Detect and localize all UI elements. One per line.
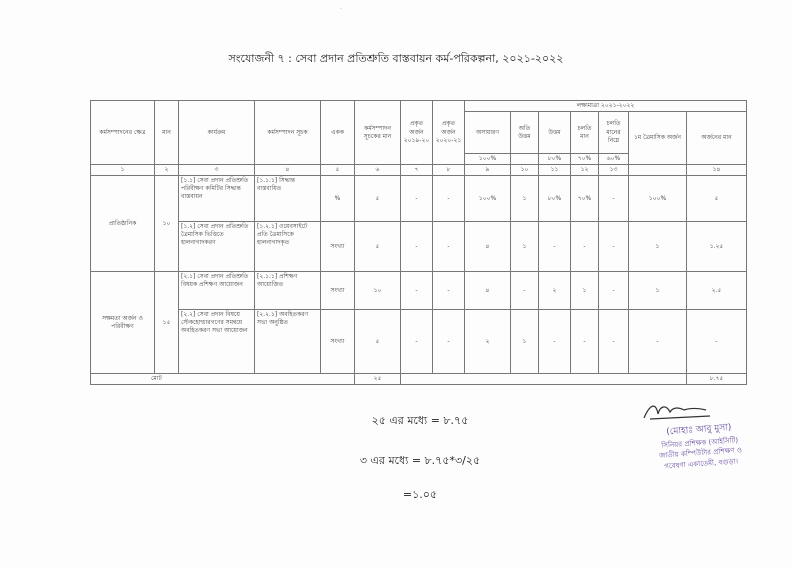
- score-cell: ১.২৫: [687, 222, 747, 272]
- col-number: ১২: [571, 165, 599, 176]
- score-cell: ২.৫: [687, 272, 747, 310]
- header-mark: মান: [155, 101, 179, 165]
- target-cell: -: [599, 176, 629, 222]
- col-number: ১৪: [687, 165, 747, 176]
- col-number: ৬: [355, 165, 401, 176]
- actual-2020-cell: -: [433, 176, 465, 222]
- header-target-group: লক্ষ্যমাত্রা ২০২১-২০২২: [465, 101, 747, 112]
- calc-line-3: =১.০৫: [402, 488, 438, 501]
- header-unit: একক: [321, 101, 355, 165]
- header-percent-3: ৮০%: [539, 154, 571, 165]
- header-percent-1: ১০০%: [465, 154, 511, 165]
- header-indicator: কর্মসম্পাদন সূচক: [255, 101, 321, 165]
- header-percent-2: [511, 154, 539, 165]
- header-percent-4: ৭০%: [571, 154, 599, 165]
- header-target-good: উত্তম: [539, 112, 571, 154]
- target-cell: -: [539, 310, 571, 374]
- total-row: [91, 374, 747, 385]
- value-cell: ৫: [355, 176, 401, 222]
- stamp-designation: সিনিয়র প্রশিক্ষক (আইসিটি): [661, 435, 739, 450]
- col-number: ৯: [465, 165, 511, 176]
- header-score: অর্জনের মান: [687, 112, 747, 165]
- stamp-organization: জাতীয় কম্পিউটার প্রশিক্ষণ ও: [658, 446, 743, 460]
- actual-2020-cell: -: [433, 222, 465, 272]
- col-number: ৭: [401, 165, 433, 176]
- mark-cell: ১০: [155, 176, 179, 272]
- target-cell: ১: [571, 272, 599, 310]
- target-cell: -: [571, 310, 599, 374]
- header-target-current: চলতি মান: [571, 112, 599, 154]
- action-plan-table: [90, 100, 747, 385]
- col-number: ৫: [321, 165, 355, 176]
- indicator-cell: [২.২.১] অবহিতকরণ সভা অনুষ্ঠিত: [255, 310, 321, 374]
- calc-line-1: ২৫ এর মধ্যে = ৮.৭৫: [371, 414, 469, 427]
- target-cell: ৮০%: [539, 176, 571, 222]
- calc-line-2: ৩ এর মধ্যে = ৮.৭৫*৩/২৫: [359, 454, 481, 467]
- unit-cell: সংখ্যা: [321, 272, 355, 310]
- target-cell: -: [599, 272, 629, 310]
- target-cell: -: [599, 222, 629, 272]
- header-area: কর্মসম্পাদনের ক্ষেত্র: [91, 101, 155, 165]
- actual-2019-cell: -: [401, 222, 433, 272]
- header-indicator-value: কর্মসম্পাদন সূচকের মান: [355, 101, 401, 165]
- header-actual-2019: প্রকৃত অর্জন ২০১৯-২০: [401, 101, 433, 165]
- actual-2020-cell: -: [433, 310, 465, 374]
- col-number: ১১: [539, 165, 571, 176]
- target-cell: ১০০%: [465, 176, 511, 222]
- col-number: [629, 165, 687, 176]
- indicator-cell: [২.১.১] প্রশিক্ষণ আয়োজিত: [255, 272, 321, 310]
- header-target-very-good: অতি উত্তম: [511, 112, 539, 154]
- target-cell: ৭০%: [571, 176, 599, 222]
- actual-2020-cell: -: [433, 272, 465, 310]
- signature-block: [620, 400, 780, 469]
- header-percent-5: ৬০%: [599, 154, 629, 165]
- q1-cell: ১০০%: [629, 176, 687, 222]
- area-cell: প্রাতিষ্ঠানিক: [91, 176, 155, 272]
- target-cell: -: [599, 310, 629, 374]
- value-cell: ৫: [355, 222, 401, 272]
- q1-cell: -: [629, 310, 687, 374]
- total-spacer: [401, 374, 687, 385]
- target-cell: ১: [511, 310, 539, 374]
- header-q1: ১ম ত্রৈমাসিক অর্জন: [629, 112, 687, 165]
- activity-cell: [১.২] সেবা প্রদান প্রতিশ্রুতি ত্রৈমাসিক ভিত্তিতে হালনাগাদকরণ: [179, 222, 255, 272]
- actual-2019-cell: -: [401, 176, 433, 222]
- target-cell: -: [539, 222, 571, 272]
- target-cell: ২: [539, 272, 571, 310]
- total-value: ২৫: [355, 374, 401, 385]
- activity-cell: [১.১] সেবা প্রদান প্রতিশ্রুতি পরিবীক্ষণ কমিটির সিদ্ধান্ত বাস্তবায়ন: [179, 176, 255, 222]
- header-activity: কার্যক্রম: [179, 101, 255, 165]
- mark-cell: ১৫: [155, 272, 179, 374]
- score-cell: -: [687, 310, 747, 374]
- col-number: ১৩: [599, 165, 629, 176]
- area-cell: সক্ষমতা অর্জন ও পরিবীক্ষণ: [91, 272, 155, 374]
- header-target-excellent: অসাধারণ: [465, 112, 511, 154]
- col-number: ৪: [255, 165, 321, 176]
- q1-cell: ১: [629, 222, 687, 272]
- activity-cell: [২.২] সেবা প্রদান বিষয়ে স্টেকহোল্ডারগণের সমন্বয়ে অবহিতকরণ সভা আয়োজন: [179, 310, 255, 374]
- page-title: সংযোজনী ৭ : সেবা প্রদান প্রতিশ্রুতি বাস্তবায়ন কর্ম-পরিকল্পনা, ২০২১-২০২২: [228, 52, 564, 65]
- col-number: ২: [155, 165, 179, 176]
- unit-cell: সংখ্যা: [321, 222, 355, 272]
- target-cell: ৪: [465, 272, 511, 310]
- stamp-location: গবেষণা একাডেমী, বগুড়া।: [664, 456, 739, 471]
- actual-2019-cell: -: [401, 310, 433, 374]
- indicator-cell: [১.২.১] ওয়েবসাইটে প্রতি ত্রৈমাসিকে হালনাগাদকৃত: [255, 222, 321, 272]
- col-number: ১: [91, 165, 155, 176]
- total-label: মোট: [91, 374, 355, 385]
- scan-speck: ·: [340, 6, 342, 13]
- col-number: ১০: [511, 165, 539, 176]
- table-row: [91, 222, 747, 272]
- value-cell: ৫: [355, 310, 401, 374]
- table-row: [91, 176, 747, 222]
- table-row: [91, 310, 747, 374]
- signature-image: [640, 400, 720, 422]
- indicator-cell: [১.১.১] সিদ্ধান্ত বাস্তবায়িত: [255, 176, 321, 222]
- header-actual-2020: প্রকৃত অর্জন ২০২০-২১: [433, 101, 465, 165]
- target-cell: ১: [511, 222, 539, 272]
- target-cell: ৪: [465, 222, 511, 272]
- actual-2019-cell: -: [401, 272, 433, 310]
- stamp-name: (মোহাঃ আবু মুসা): [665, 422, 732, 438]
- value-cell: ১০: [355, 272, 401, 310]
- q1-cell: ১: [629, 272, 687, 310]
- col-number: ৩: [179, 165, 255, 176]
- unit-cell: সংখ্যা: [321, 310, 355, 374]
- target-cell: -: [511, 272, 539, 310]
- target-cell: ২: [465, 310, 511, 374]
- total-score: ৮.৭৫: [687, 374, 747, 385]
- unit-cell: %: [321, 176, 355, 222]
- col-number: ৮: [433, 165, 465, 176]
- target-cell: -: [571, 222, 599, 272]
- score-cell: ৫: [687, 176, 747, 222]
- header-target-below: চলতি মানের নিম্নে: [599, 112, 629, 154]
- official-stamp: [619, 418, 782, 474]
- activity-cell: [২.১] সেবা প্রদান প্রতিশ্রুতি বিষয়ক প্রশিক্ষণ আয়োজন: [179, 272, 255, 310]
- target-cell: ১: [511, 176, 539, 222]
- table-row: [91, 272, 747, 310]
